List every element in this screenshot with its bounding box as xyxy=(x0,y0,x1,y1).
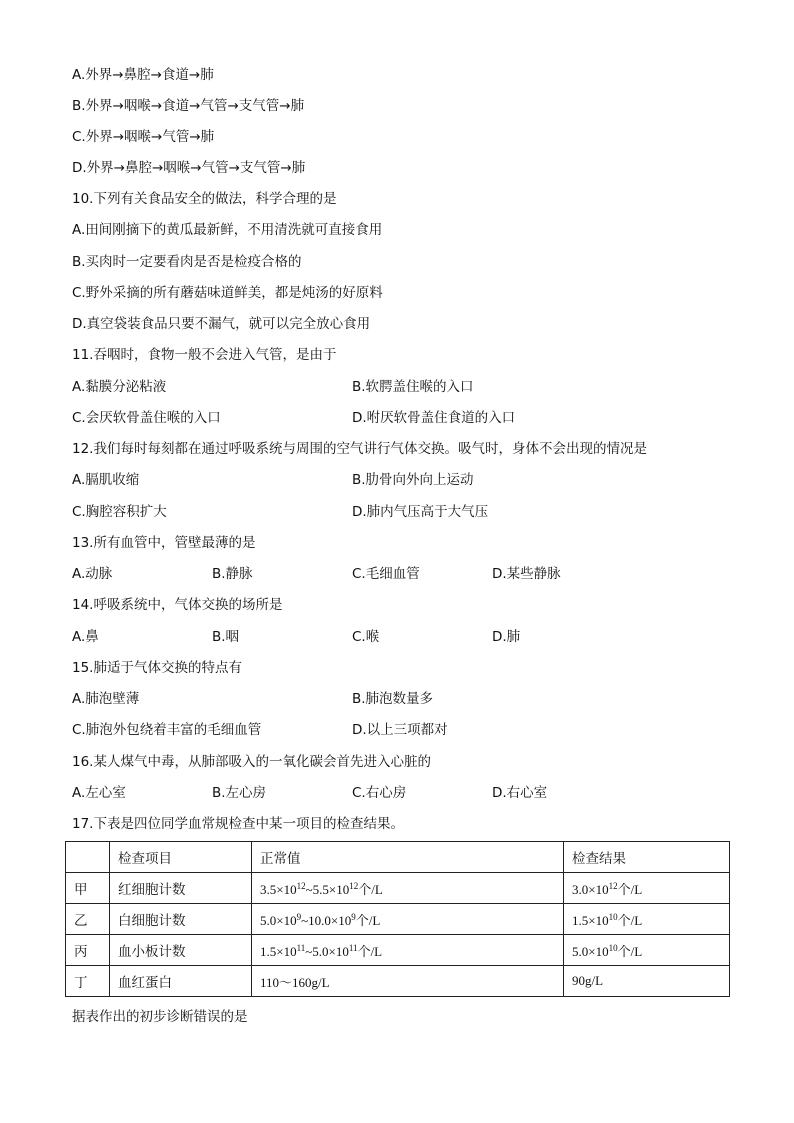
q16-option-b: B.左心房 xyxy=(212,785,267,801)
q14-option-d: D.肺 xyxy=(492,629,521,645)
row-result: 90g/L xyxy=(564,966,730,997)
row-item: 血小板计数 xyxy=(110,935,252,966)
q11-stem: 11.吞咽时，食物一般不会进入气管，是由于 xyxy=(72,347,337,363)
q15-option-c: C.肺泡外包绕着丰富的毛细血管 xyxy=(72,722,262,738)
q10-option-d: D.真空袋装食品只要不漏气，就可以完全放心食用 xyxy=(72,316,371,332)
row-normal-value: $5.0\times 10^9\sim 10.0\times 10^9$个/L xyxy=(252,904,564,935)
q9-option-d: D.外界→鼻腔→咽喉→气管→支气管→肺 xyxy=(72,160,306,176)
q11-option-d: D.咐厌软骨盖住食道的入口 xyxy=(352,410,516,426)
table-header-cell: 正常值 xyxy=(252,842,564,873)
q15-option-d: D.以上三项都对 xyxy=(352,722,448,738)
row-item: 血红蛋白 xyxy=(110,966,252,997)
table-header-cell: 检查结果 xyxy=(564,842,730,873)
row-normal-value: $1.5\times 10^{11}\sim 5.0\times 10^{11}$个/L xyxy=(252,935,564,966)
q16-option-d: D.右心室 xyxy=(492,785,548,801)
q13-option-d: D.某些静脉 xyxy=(492,566,561,582)
q12-option-a: A.膈肌收缩 xyxy=(72,472,140,488)
q13-option-b: B.静脉 xyxy=(212,566,253,582)
q17-followup: 据表作出的初步诊断错误的是 xyxy=(72,1009,248,1025)
row-item: 白细胞计数 xyxy=(110,904,252,935)
q10-stem: 10.下列有关食品安全的做法，科学合理的是 xyxy=(72,191,337,207)
table-row xyxy=(66,935,730,966)
q12-stem: 12.我们每时每刻都在通过呼吸系统与周围的空气讲行气体交换。吸气时，身体不会出现的情况是 xyxy=(72,441,647,457)
q15-option-a: A.肺泡壁薄 xyxy=(72,691,140,707)
q14-stem: 14.呼吸系统中，气体交换的场所是 xyxy=(72,597,283,613)
q12-option-c: C.胸腔容积扩大 xyxy=(72,504,167,520)
table-row xyxy=(66,966,730,997)
q15-stem: 15.肺适于气体交换的特点有 xyxy=(72,660,242,676)
q14-option-c: C.喉 xyxy=(352,629,380,645)
q10-option-b: B.买肉时一定要看肉是否是检疫合格的 xyxy=(72,254,302,270)
q13-option-a: A.动脉 xyxy=(72,566,113,582)
q11-option-b: B.软腭盖住喉的入口 xyxy=(352,379,474,395)
q12-option-d: D.肺内气压高于大气压 xyxy=(352,504,489,520)
q16-option-a: A.左心室 xyxy=(72,785,126,801)
q9-option-a: A.外界→鼻腔→食道→肺 xyxy=(72,67,214,83)
q13-stem: 13.所有血管中，管壁最薄的是 xyxy=(72,535,256,551)
q12-option-b: B.肋骨向外向上运动 xyxy=(352,472,474,488)
q16-stem: 16.某人煤气中毒，从肺部吸入的一氧化碳会首先进入心脏的 xyxy=(72,754,431,770)
table-row xyxy=(66,904,730,935)
q14-option-b: B.咽 xyxy=(212,629,240,645)
row-result: $3.0\times 10^{12}$个/L xyxy=(564,873,730,904)
q10-option-a: A.田间刚摘下的黄瓜最新鲜，不用清洗就可直接食用 xyxy=(72,222,383,238)
table-header-cell: 检查项目 xyxy=(110,842,252,873)
q10-option-c: C.野外采摘的所有蘑菇味道鲜美，都是炖汤的好原料 xyxy=(72,285,383,301)
q16-option-c: C.右心房 xyxy=(352,785,407,801)
row-label: 甲 xyxy=(66,873,110,904)
row-item: 红细胞计数 xyxy=(110,873,252,904)
table-header-cell xyxy=(66,842,110,873)
table-header-row xyxy=(66,842,730,873)
row-label: 丙 xyxy=(66,935,110,966)
row-label: 乙 xyxy=(66,904,110,935)
row-result: $1.5\times 10^{10}$个/L xyxy=(564,904,730,935)
q11-option-c: C.会厌软骨盖住喉的入口 xyxy=(72,410,221,426)
table-row xyxy=(66,873,730,904)
row-normal-value: 110～160g/L xyxy=(252,966,564,997)
q14-option-a: A.鼻 xyxy=(72,629,99,645)
row-result: $5.0\times 10^{10}$个/L xyxy=(564,935,730,966)
blood-test-table xyxy=(65,841,730,997)
q11-option-a: A.黏膜分泌粘液 xyxy=(72,379,167,395)
q13-option-c: C.毛细血管 xyxy=(352,566,420,582)
q9-option-c: C.外界→咽喉→气管→肺 xyxy=(72,129,215,145)
q17-stem: 17.下表是四位同学血常规检查中某一项目的检查结果。 xyxy=(72,816,404,832)
row-normal-value: $3.5\times 10^{12}\sim 5.5\times 10^{12}$个/L xyxy=(252,873,564,904)
q9-option-b: B.外界→咽喉→食道→气管→支气管→肺 xyxy=(72,98,305,114)
q15-option-b: B.肺泡数量多 xyxy=(352,691,434,707)
row-label: 丁 xyxy=(66,966,110,997)
